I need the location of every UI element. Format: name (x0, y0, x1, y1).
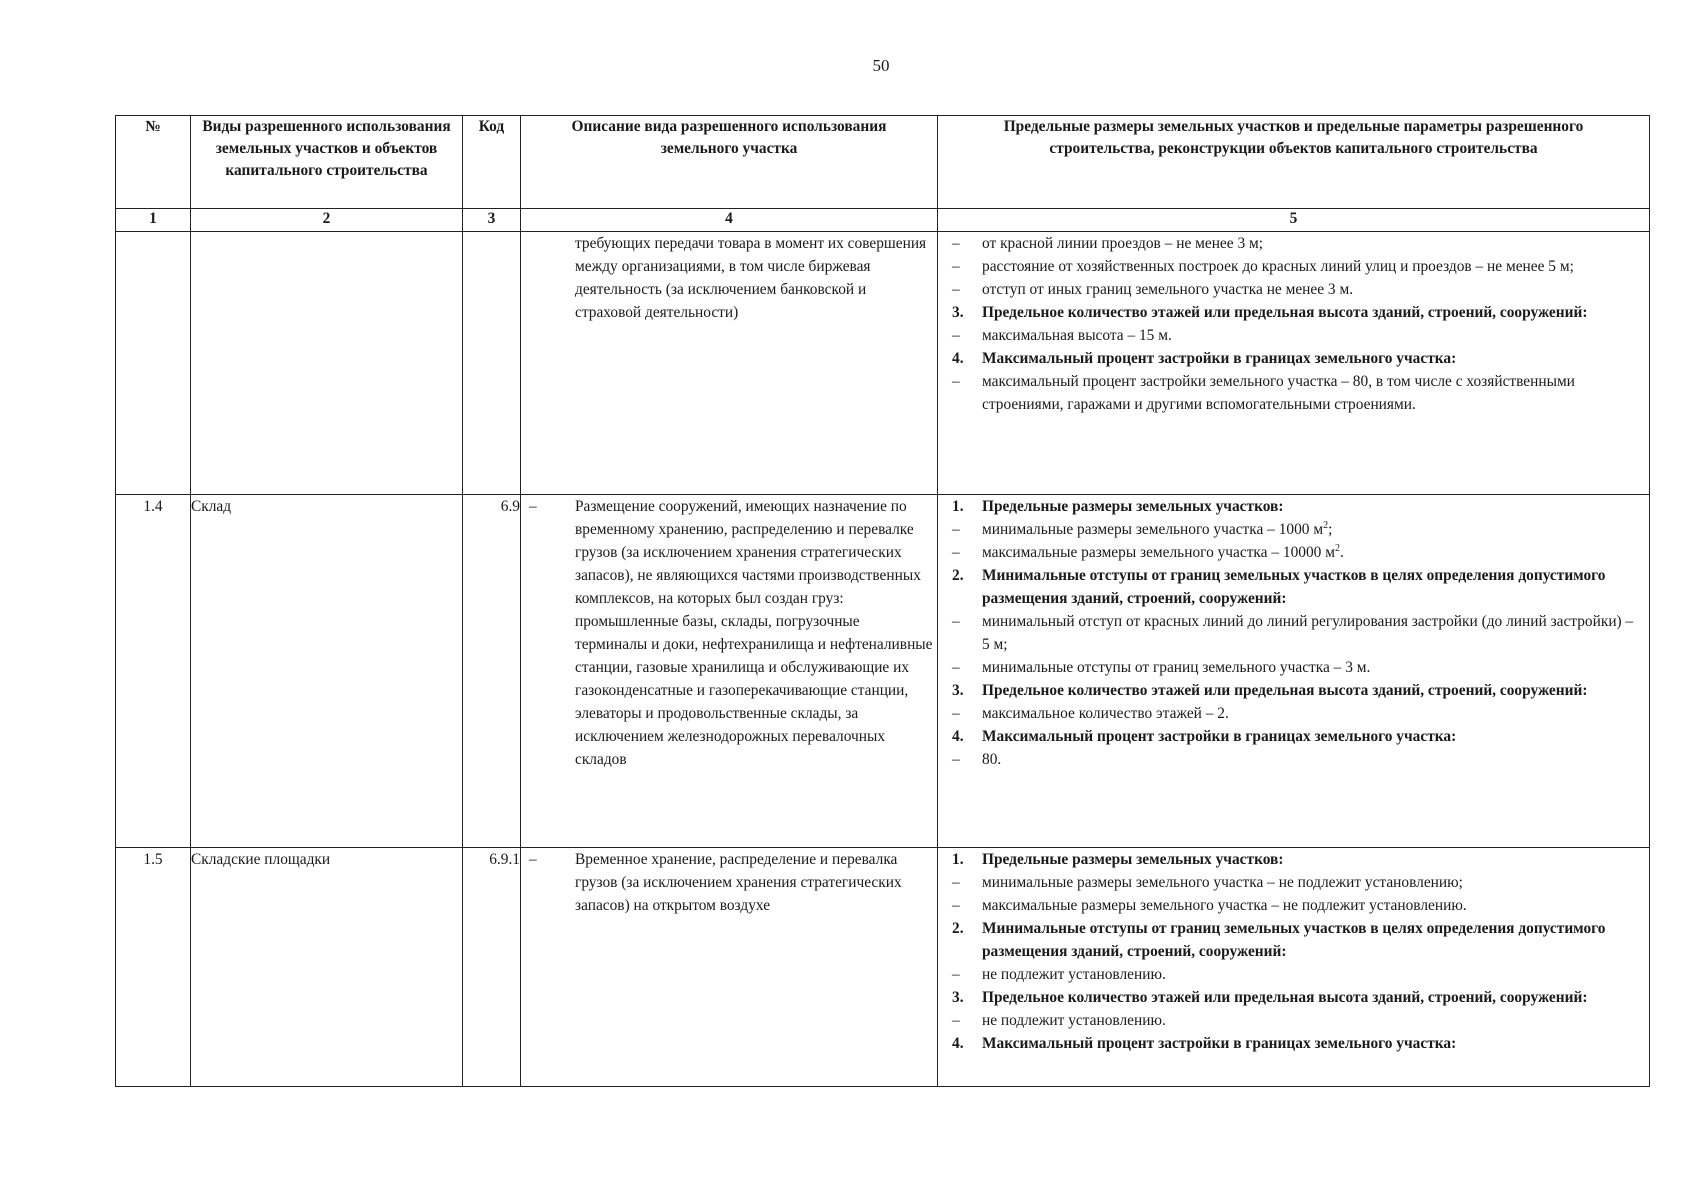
parameter-text (982, 725, 1649, 748)
table-header (116, 116, 1650, 232)
parameter-text (982, 871, 1649, 894)
table-row (116, 848, 1650, 1087)
parameter-item (938, 702, 1649, 725)
header-parameters: Предельные размеры земельных участков и предельные параметры разрешенного строительства, реконструкции объектов капитального строительства (938, 116, 1650, 209)
parameter-text (982, 564, 1649, 610)
parameter-marker: – (952, 751, 960, 768)
parameter-text-main: Предельное количество этажей или предельная высота зданий, строений, сооружений: (982, 682, 1588, 699)
parameter-text-main: Максимальный процент застройки в границах земельного участка: (982, 728, 1457, 745)
parameter-text-main: 80. (982, 751, 1002, 768)
parameter-text-main: отступ от иных границ земельного участка не менее 3 м. (982, 281, 1354, 298)
header-code: Код (463, 116, 521, 209)
parameter-text (982, 495, 1649, 518)
parameter-text-main: максимальные размеры земельного участка – не подлежит установлению. (982, 897, 1467, 914)
parameter-marker: 4. (952, 1035, 964, 1052)
parameters-cell (938, 495, 1650, 848)
parameter-item (938, 518, 1649, 541)
parameter-marker: 2. (952, 567, 964, 584)
parameter-text-main: от красной линии проездов – не менее 3 м; (982, 235, 1263, 252)
column-number: 2 (191, 209, 463, 232)
parameters-cell (938, 848, 1650, 1087)
column-number: 1 (116, 209, 191, 232)
parameter-marker: – (952, 1012, 960, 1029)
parameter-text (982, 301, 1649, 324)
parameter-marker: – (952, 521, 960, 538)
parameter-heading (938, 725, 1649, 748)
parameter-marker: 3. (952, 989, 964, 1006)
parameter-marker: – (952, 705, 960, 722)
parameter-text (982, 917, 1649, 963)
parameter-text (982, 894, 1649, 917)
parameter-marker: 1. (952, 498, 964, 515)
parameter-marker: – (952, 613, 960, 630)
usage-description-cell (521, 495, 938, 848)
column-number: 3 (463, 209, 521, 232)
parameter-text (982, 1032, 1649, 1055)
parameter-text-main: максимальные размеры земельного участка – 10000 м (982, 544, 1335, 561)
parameter-text-main: минимальный отступ от красных линий до линий регулирования застройки (до линий застройки) – 5 м; (982, 613, 1634, 653)
parameter-item (938, 656, 1649, 679)
parameter-heading (938, 917, 1649, 963)
parameter-text (982, 656, 1649, 679)
parameter-item (938, 748, 1649, 771)
parameter-text-main: не подлежит установлению. (982, 1012, 1166, 1029)
usage-type-name: Складские площадки (191, 848, 463, 1087)
parameter-item (938, 370, 1649, 416)
parameter-marker: 3. (952, 304, 964, 321)
table-row (116, 495, 1650, 848)
parameter-text (982, 963, 1649, 986)
parameter-marker: 1. (952, 851, 964, 868)
parameter-heading (938, 1032, 1649, 1055)
header-usage-type: Виды разрешенного использования земельных участков и объектов капитального строительства (191, 116, 463, 209)
parameter-marker: – (952, 258, 960, 275)
parameter-text-tail: . (1339, 544, 1344, 561)
parameter-text (982, 278, 1649, 301)
column-number-row (116, 209, 1650, 232)
page-number: 50 (872, 56, 890, 75)
parameter-item (938, 232, 1649, 255)
parameter-text-main: Минимальные отступы от границ земельных участков в целях определения допустимого размещения зданий, строений, сооружений: (982, 920, 1606, 960)
parameter-text-main: Максимальный процент застройки в границах земельного участка: (982, 350, 1457, 367)
parameter-text-main: расстояние от хозяйственных построек до красных линий улиц и проездов – не менее 5 м; (982, 258, 1574, 275)
parameter-marker: 2. (952, 920, 964, 937)
parameter-heading (938, 679, 1649, 702)
usage-code (463, 232, 521, 495)
parameter-text (982, 370, 1649, 416)
parameter-item (938, 541, 1649, 564)
superscript: 2 (1323, 519, 1329, 531)
parameter-text-tail: ; (1328, 521, 1333, 538)
parameter-text-main: Предельное количество этажей или предельная высота зданий, строений, сооружений: (982, 304, 1588, 321)
row-number: 1.5 (116, 848, 191, 1087)
parameter-text-main: минимальные размеры земельного участка – не подлежит установлению; (982, 874, 1463, 891)
parameter-text-main: Минимальные отступы от границ земельных участков в целях определения допустимого размещения зданий, строений, сооружений: (982, 567, 1606, 607)
parameter-marker: – (952, 281, 960, 298)
parameter-text (982, 748, 1649, 771)
row-number: 1.4 (116, 495, 191, 848)
parameter-text (982, 679, 1649, 702)
usage-code: 6.9.1 (463, 848, 521, 1087)
parameter-text-main: Предельные размеры земельных участков: (982, 498, 1284, 515)
parameter-text (982, 255, 1649, 278)
parameter-marker: – (952, 544, 960, 561)
usage-description-cell (521, 232, 938, 495)
usage-description: требующих передачи товара в момент их совершения между организациями, в том числе биржевая деятельность (за исключением банковской и страховой деятельности) (575, 235, 927, 321)
parameter-item (938, 278, 1649, 301)
parameter-text (982, 1009, 1649, 1032)
table-row (116, 232, 1650, 495)
parameter-text-main: максимальное количество этажей – 2. (982, 705, 1229, 722)
parameter-text-main: не подлежит установлению. (982, 966, 1166, 983)
parameter-heading (938, 347, 1649, 370)
header-description: Описание вида разрешенного использования земельного участка (521, 116, 938, 209)
parameter-marker: – (952, 897, 960, 914)
parameter-heading (938, 301, 1649, 324)
parameter-marker: – (952, 659, 960, 676)
parameter-marker: – (952, 373, 960, 390)
parameter-item (938, 324, 1649, 347)
parameter-text-main: Предельные размеры земельных участков: (982, 851, 1284, 868)
parameter-marker: 4. (952, 350, 964, 367)
parameter-text (982, 702, 1649, 725)
parameter-marker: 4. (952, 728, 964, 745)
column-number: 4 (521, 209, 938, 232)
parameter-item (938, 610, 1649, 656)
parameter-text (982, 324, 1649, 347)
parameter-heading (938, 986, 1649, 1009)
parameter-marker: – (952, 327, 960, 344)
parameter-text (982, 232, 1649, 255)
usage-code: 6.9 (463, 495, 521, 848)
parameter-item (938, 871, 1649, 894)
parameter-marker: 3. (952, 682, 964, 699)
table-body (116, 232, 1650, 1087)
parameter-marker: – (952, 874, 960, 891)
superscript: 2 (1334, 542, 1340, 554)
parameter-text (982, 518, 1649, 541)
usage-description: Временное хранение, распределение и перевалка грузов (за исключением хранения стратегических запасов) на открытом воздухе (575, 851, 902, 914)
parameter-text-main: Максимальный процент застройки в границах земельного участка: (982, 1035, 1457, 1052)
row-number (116, 232, 191, 495)
parameter-text (982, 848, 1649, 871)
parameter-text-main: минимальные размеры земельного участка – 1000 м (982, 521, 1324, 538)
usage-description: Размещение сооружений, имеющих назначение по временному хранению, распределению и перевалке грузов (за исключением хранения стратегических запасов), не являющихся частями производственных комплексов, на которых был создан груз: промышленные базы, склады, погрузочные терминалы и доки, нефтехранилища и нефтеналивные станции, газовые хранилища и обслуживающие их газоконденсатные и газоперекачивающие станции, элеваторы и продовольственные склады, за исключением железнодорожных перевалочных складов (575, 498, 933, 768)
parameters-cell (938, 232, 1650, 495)
parameter-text-main: максимальная высота – 15 м. (982, 327, 1172, 344)
description-dash (521, 232, 575, 324)
parameter-text-main: минимальные отступы от границ земельного участка – 3 м. (982, 659, 1371, 676)
parameter-heading (938, 495, 1649, 518)
usage-description-cell (521, 848, 938, 1087)
parameter-item (938, 963, 1649, 986)
usage-type-name (191, 232, 463, 495)
parameter-text-main: максимальный процент застройки земельного участка – 80, в том числе с хозяйственными строениями, гаражами и другими вспомогательными строениями. (982, 373, 1575, 413)
zoning-table (115, 115, 1650, 1087)
description-dash: – (529, 498, 537, 515)
parameter-marker: – (952, 966, 960, 983)
parameter-text (982, 347, 1649, 370)
parameter-heading (938, 848, 1649, 871)
column-number: 5 (938, 209, 1650, 232)
parameter-text (982, 986, 1649, 1009)
parameter-marker: – (952, 235, 960, 252)
parameter-text (982, 541, 1649, 564)
description-dash: – (529, 851, 537, 868)
parameter-text-main: Предельное количество этажей или предельная высота зданий, строений, сооружений: (982, 989, 1588, 1006)
usage-type-name: Склад (191, 495, 463, 848)
header-number: № (116, 116, 191, 209)
parameter-item (938, 1009, 1649, 1032)
parameter-item (938, 255, 1649, 278)
header-row (116, 116, 1650, 209)
parameter-item (938, 894, 1649, 917)
parameter-heading (938, 564, 1649, 610)
parameter-text (982, 610, 1649, 656)
